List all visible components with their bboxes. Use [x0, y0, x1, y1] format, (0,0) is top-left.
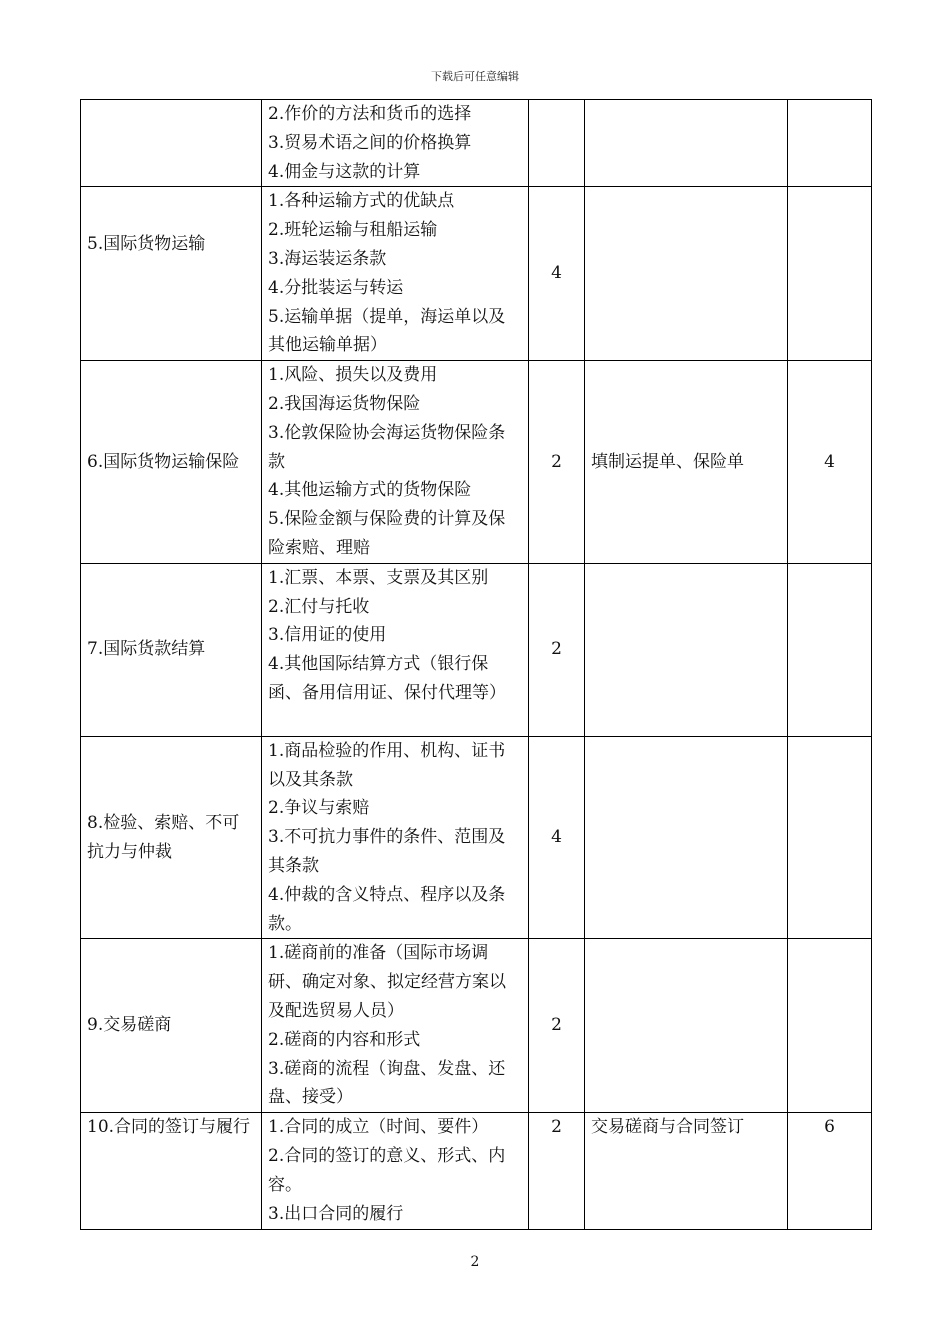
- practice-cell: [585, 736, 788, 939]
- content-line: 4.分批装运与转运: [268, 277, 404, 298]
- topic-cell: [81, 100, 262, 187]
- table-row: [81, 1113, 872, 1230]
- content-cell: [262, 100, 529, 187]
- content-line: 1.汇票、本票、支票及其区别: [268, 567, 489, 588]
- content-line: 3.不可抗力事件的条件、范围及其条款: [268, 827, 506, 876]
- topic-cell: 6.国际货物运输保险: [81, 361, 262, 564]
- course-schedule-table: [80, 99, 872, 1230]
- table-row: [81, 100, 872, 187]
- hours-cell: 2: [529, 563, 585, 736]
- content-line: 5.运输单据（提单，海运单以及其他运输单据）: [268, 306, 506, 356]
- content-line: 1.磋商前的准备（国际市场调研、确定对象、拟定经营方案以及配选贸易人员）: [268, 943, 506, 1021]
- practice-hours-cell: [788, 100, 872, 187]
- content-cell: [262, 361, 529, 564]
- practice-hours-cell: 4: [788, 361, 872, 564]
- hours-cell: 4: [529, 736, 585, 939]
- content-line: 4.其他国际结算方式（银行保函、备用信用证、保付代理等）: [268, 654, 506, 703]
- content-line: 3.出口合同的履行: [268, 1203, 404, 1224]
- content-cell: [262, 939, 529, 1113]
- practice-cell: 交易磋商与合同签订: [585, 1113, 788, 1230]
- content-line: 3.磋商的流程（询盘、发盘、还盘、接受）: [268, 1058, 506, 1108]
- practice-hours-cell: [788, 187, 872, 361]
- table-row: [81, 939, 872, 1113]
- content-line: 2.班轮运输与租船运输: [268, 220, 438, 241]
- table-row: [81, 736, 872, 939]
- content-cell: [262, 187, 529, 361]
- content-line: 4.仲裁的含义特点、程序以及条款。: [268, 884, 506, 934]
- content-line: 4.佣金与这款的计算: [268, 161, 421, 182]
- content-line: 2.作价的方法和货币的选择: [268, 104, 472, 124]
- content-line: 1.风险、损失以及费用: [268, 365, 438, 386]
- practice-hours-cell: [788, 563, 872, 736]
- practice-cell: [585, 100, 788, 187]
- topic-cell: 9.交易磋商: [81, 939, 262, 1113]
- topic-cell: 5.国际货物运输: [81, 187, 262, 361]
- page-number: 2: [470, 1254, 480, 1270]
- hours-cell: [529, 100, 585, 187]
- table-row: [81, 361, 872, 564]
- hours-cell: 2: [529, 361, 585, 564]
- content-line: 2.汇付与托收: [268, 596, 370, 617]
- practice-hours-cell: 6: [788, 1113, 872, 1230]
- hours-cell: 2: [529, 1113, 585, 1230]
- hours-cell: 4: [529, 187, 585, 361]
- content-line: 4.其他运输方式的货物保险: [268, 480, 472, 501]
- topic-cell: 8.检验、索赔、不可抗力与仲裁: [81, 736, 262, 939]
- content-line: 2.合同的签订的意义、形式、内容。: [268, 1145, 506, 1195]
- practice-hours-cell: [788, 939, 872, 1113]
- content-line: 1.合同的成立（时间、要件）: [268, 1117, 489, 1138]
- practice-cell: [585, 939, 788, 1113]
- content-cell: [262, 1113, 529, 1230]
- table-row: [81, 563, 872, 736]
- content-line: 3.信用证的使用: [268, 625, 387, 646]
- practice-hours-cell: [788, 736, 872, 939]
- content-cell: [262, 736, 529, 939]
- content-line: 3.伦敦保险协会海运货物保险条款: [268, 422, 506, 472]
- content-line: 3.贸易术语之间的价格换算: [268, 132, 472, 153]
- page-header: 下载后可任意编辑: [431, 70, 519, 83]
- hours-cell: 2: [529, 939, 585, 1113]
- content-line: 3.海运装运条款: [268, 248, 387, 269]
- practice-cell: [585, 187, 788, 361]
- practice-cell: 填制运提单、保险单: [585, 361, 788, 564]
- content-line: 2.我国海运货物保险: [268, 393, 421, 414]
- content-line: 1.商品检验的作用、机构、证书以及其条款: [268, 740, 506, 790]
- content-line: 2.争议与索赔: [268, 798, 370, 819]
- topic-cell: 10.合同的签订与履行: [81, 1113, 262, 1230]
- content-cell: [262, 563, 529, 736]
- content-line: 1.各种运输方式的优缺点: [268, 191, 455, 212]
- content-line: 2.磋商的内容和形式: [268, 1029, 421, 1050]
- practice-cell: [585, 563, 788, 736]
- table-row: [81, 187, 872, 361]
- topic-cell: 7.国际货款结算: [81, 563, 262, 736]
- content-line: 5.保险金额与保险费的计算及保险索赔、理赔: [268, 509, 506, 558]
